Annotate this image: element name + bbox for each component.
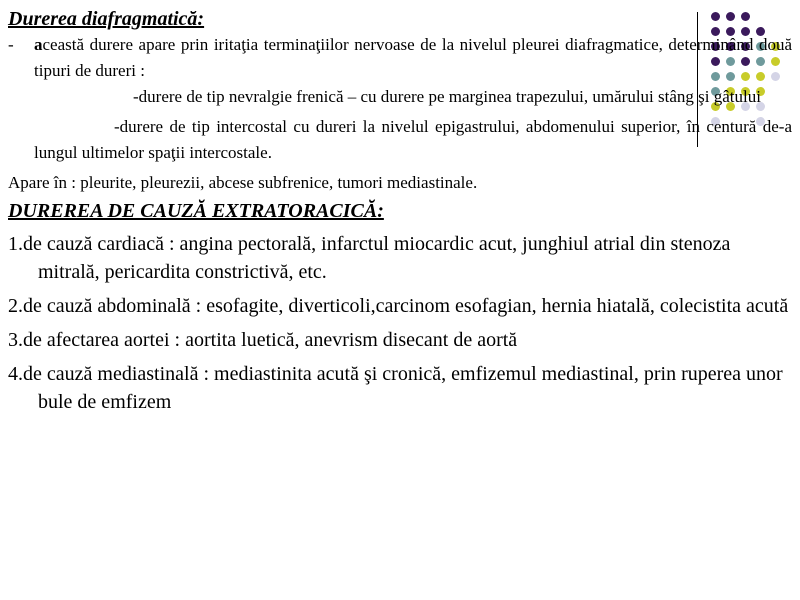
appears-in-text: Apare în : pleurite, pleurezii, abcese subfrenice, tumori mediastinale. — [8, 173, 478, 192]
bullet-item — [8, 32, 792, 84]
sub-item-intercostal — [8, 114, 792, 166]
sub-item-intercostal-text: -durere de tip intercostal cu dureri la nivelul epigastrului, abdomenului superior, în centură de-a lungul ultimelor spaţii intercostale. — [34, 117, 792, 162]
list-item: 1.de cauză cardiacă : angina pectorală, infarctul miocardic acut, junghiul atrial din stenoza mitrală, pericardita constrictivă, etc. — [8, 233, 731, 283]
sub-item-phrenic-text: -durere de tip nevralgie frenică – cu durere pe marginea trapezului, umărului stâng şi gâtului — [133, 87, 761, 106]
sub-item-phrenic — [8, 84, 792, 110]
list-item: 2.de cauză abdominală : esofagite, diverticoli,carcinom esofagian, hernia hiatală, colecistita acută — [8, 295, 789, 317]
bullet-marker: - — [8, 35, 14, 54]
heading-diaphragmatic-pain: Durerea diafragmatică: — [8, 8, 205, 30]
list-item: 3.de afectarea aortei : aortita luetică, anevrism disecant de aortă — [8, 329, 518, 351]
bullet-first-letter: a — [34, 35, 43, 54]
slide-content — [8, 6, 792, 416]
list-item: 4.de cauză mediastinală : mediastinita acută şi cronică, emfizemul mediastinal, prin ruperea unor bule de emfizem — [8, 363, 783, 413]
bullet-text: ceastă durere apare prin iritaţia terminaţiilor nervoase de la nivelul pleurei diafragmatice, determinând două tipuri de dureri : — [34, 35, 792, 80]
heading-extrathoracic-pain: DUREREA DE CAUZĂ EXTRATORACICĂ: — [8, 200, 384, 222]
